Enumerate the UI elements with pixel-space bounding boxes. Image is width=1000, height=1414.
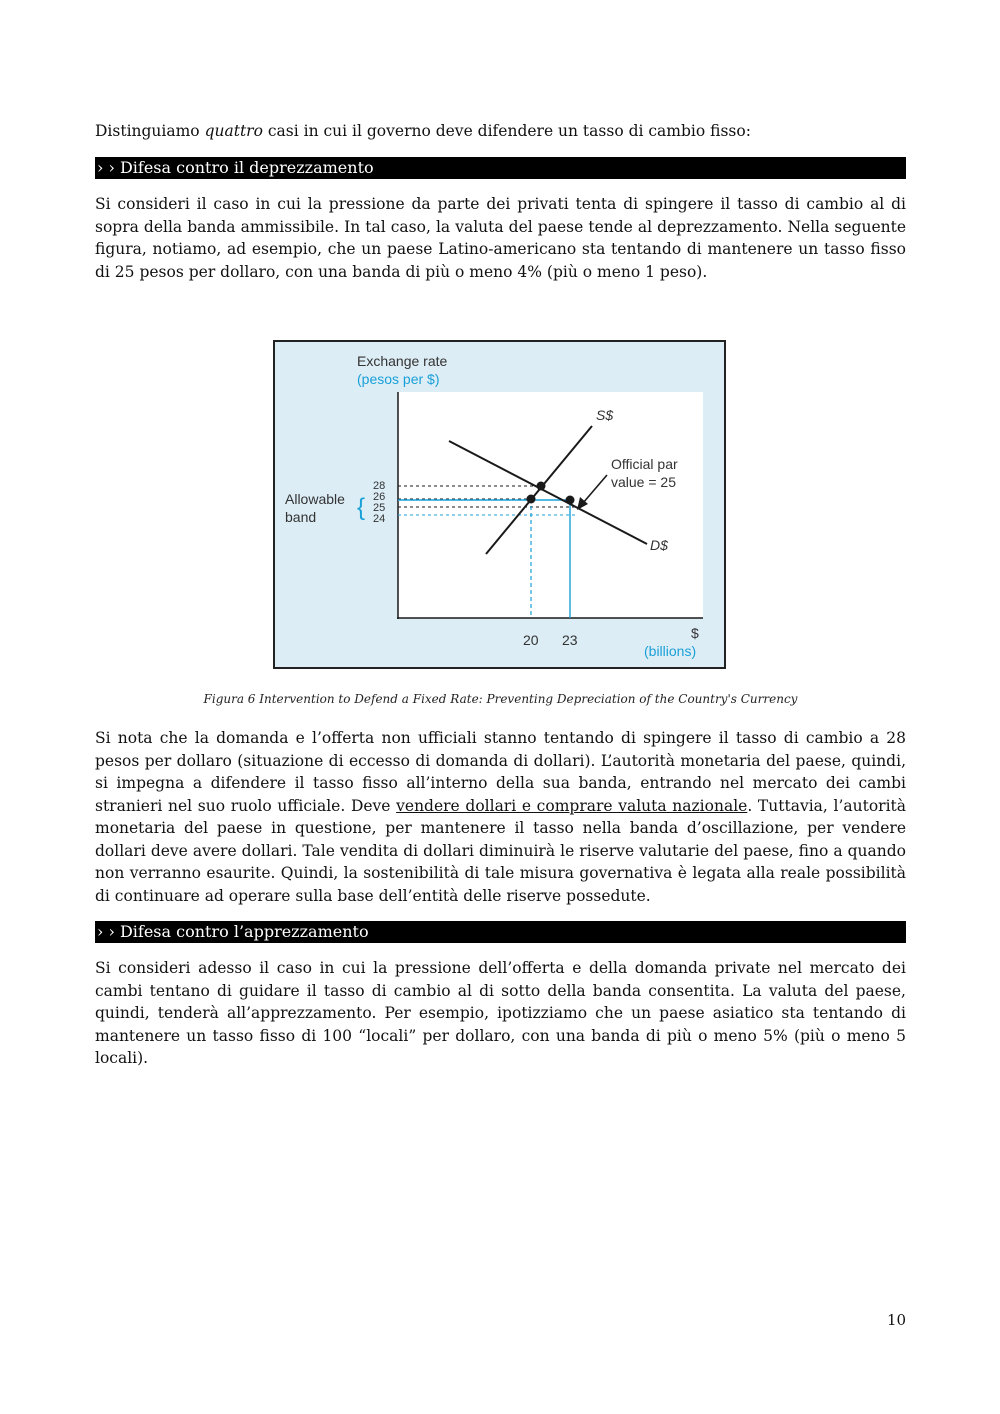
- x-tick-20: 20: [523, 632, 539, 648]
- band-label-line2: band: [285, 509, 317, 525]
- paragraph-intervention-start: Si nota che la domanda e l’offerta non ufficiali stanno tentando di spingere il tasso di cambio a 28 pesos per dollaro (situazione di eccesso di domanda di dollari). L’autorità monetaria del paese, quindi, si impegna a difendere il tasso fisso all’interno della sua banda, entrando nel mercato dei cambi stranieri nel suo ruolo ufficiale. Deve: [95, 729, 906, 815]
- paragraph-appreciation: Si consideri adesso il caso in cui la pressione dell’offerta e della domanda private nel mercato dei cambi tentano di guidare il tasso di cambio al di sotto della banda consentita. La valuta del paese, quindi, tenderà all’apprezzamento. Per esempio, ipotizziamo che un paese asiatico sta tentando di mantenere un tasso fisso di 100 “locali” per dollaro, con una banda di più o meno 5% (più o meno 5 locali).: [95, 959, 906, 1067]
- section-heading-depreciation: › › Difesa contro il deprezzamento: [95, 157, 906, 179]
- x-axis-label: $: [691, 625, 699, 641]
- page-number: 10: [887, 1311, 907, 1329]
- band-label-line1: Allowable: [285, 491, 345, 507]
- par-label-line1: Official par: [611, 456, 678, 472]
- y-tick-26: 26: [373, 491, 386, 503]
- chart-svg: [275, 342, 724, 667]
- equilibrium-point: [537, 482, 546, 491]
- demand-label: D$: [650, 537, 668, 553]
- point-demand-26: [566, 496, 575, 505]
- paragraph-depreciation: Si consideri il caso in cui la pressione da parte dei privati tenta di spingere il tasso di cambio al di sopra della banda ammissibile. In tal caso, la valuta del paese tende al deprezzamento. Nella seguente figura, notiamo, ad esempio, che un paese Latino-americano sta tentando di mantenere un tasso fisso di 25 pesos per dollaro, con una banda di più o meno 4% (più o meno 1 peso).: [95, 195, 906, 281]
- underlined-phrase: vendere dollari e comprare valuta nazionale: [396, 796, 748, 815]
- paragraph-intervention: [95, 727, 906, 907]
- x-axis-unit: (billions): [644, 643, 697, 659]
- y-tick-24: 24: [373, 513, 386, 525]
- y-axis-unit: (pesos per $): [357, 371, 440, 387]
- intro-text-end: casi in cui il governo deve difendere un tasso di cambio fisso:: [262, 122, 751, 140]
- supply-label: S$: [596, 407, 614, 423]
- plot-area: [398, 392, 703, 618]
- intro-paragraph: [95, 120, 906, 143]
- x-tick-23: 23: [562, 632, 578, 648]
- point-supply-26: [527, 495, 536, 504]
- band-brace: {: [357, 494, 366, 521]
- y-tick-25: 25: [373, 502, 386, 514]
- section-heading-appreciation: › › Difesa contro l’apprezzamento: [95, 921, 906, 943]
- par-label-line2: value = 25: [611, 474, 676, 490]
- y-tick-28: 28: [373, 480, 386, 492]
- intro-text-start: Distinguiamo: [95, 122, 205, 140]
- intro-emphasis: quattro: [204, 122, 263, 140]
- figure-chart: [273, 340, 726, 669]
- figure-caption: Figura 6 Intervention to Defend a Fixed Rate: Preventing Depreciation of the Country's Currency: [203, 692, 798, 706]
- y-axis-label: Exchange rate: [357, 353, 448, 369]
- paragraph-intervention-end: . Tuttavia, l’autorità monetaria del paese in questione, per mantenere il tasso nella banda d’oscillazione, per vendere dollari deve avere dollari. Tale vendita di dollari diminuirà le riserve valutarie del paese, fino a quando non verranno esaurite. Quindi, la sostenibilità di tale misura governativa è legata alla reale possibilità di continuare ad operare sulla base dell’entità delle riserve possedute.: [95, 796, 906, 905]
